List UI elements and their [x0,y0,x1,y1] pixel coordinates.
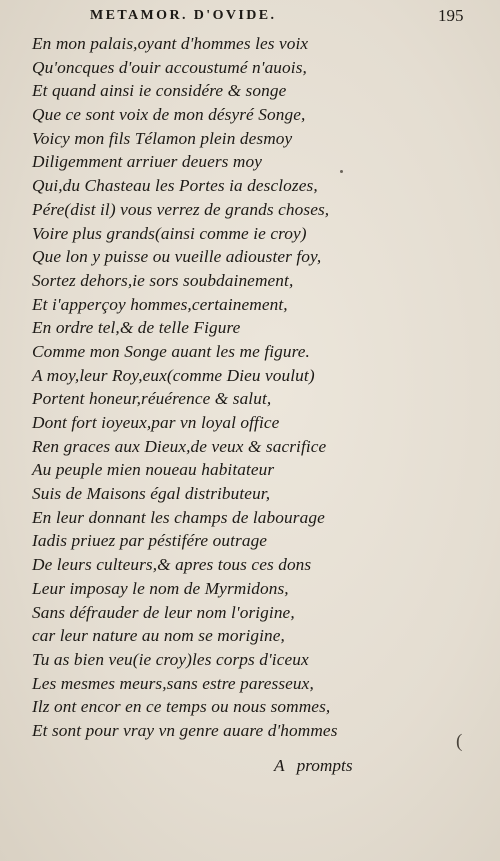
verse-line: Voicy mon fils Télamon plein desmoy [32,128,293,148]
verse-line: Et quand ainsi ie considére & songe [32,81,287,101]
verse-line: En ordre tel,& de telle Figure [32,318,241,338]
verse-line: En mon palais,oyant d'hommes les voix [32,34,309,53]
verse-line: En leur donnant les champs de labourage [32,507,325,527]
verse-block [32,32,472,743]
verse-line: Qu'oncques d'ouir accoustumé n'auois, [32,57,307,77]
verse-line: Sortez dehors,ie sors soubdainement, [32,270,294,290]
verse-line: Que lon y puisse ou vueille adiouster foy, [32,247,322,267]
verse-line: Leur imposay le nom de Myrmidons, [32,578,289,598]
verse-line: De leurs culteurs,& apres tous ces dons [32,555,312,575]
verse-line: car leur nature au nom se morigine, [32,626,285,646]
verse-line: Les mesmes meurs,sans estre paresseux, [32,673,314,693]
page-header [0,6,500,30]
margin-mark: ( [456,731,463,752]
verse-line: Que ce sont voix de mon désyré Songe, [32,105,306,125]
verse-line: Iadis priuez par péstifére outrage [32,531,268,551]
verse-line: Voire plus grands(ainsi comme ie croy) [32,223,307,243]
verse-line: Ilz ont encor en ce temps ou nous sommes, [32,697,331,717]
verse-line: Et i'apperçoy hommes,certainement, [32,294,288,314]
running-title: METAMOR. D'OVIDE. [90,8,277,23]
verse-line: Dont fort ioyeux,par vn loyal office [32,413,280,432]
verse-line: A moy,leur Roy,eux(comme Dieu voulut) [32,365,315,385]
verse-line: Comme mon Songe auant les me figure. [32,341,310,361]
verse-line: Ren graces aux Dieux,de veux & sacrifice [32,436,327,456]
verse-line: Diligemment arriuer deuers moy [32,152,263,172]
verse-line: Sans défrauder de leur nom l'origine, [32,602,295,622]
verse-line: Qui,du Chasteau les Portes ia desclozes, [32,176,318,196]
verse-line: Et sont pour vray vn genre auare d'hommes [32,720,338,740]
verse-line: Portent honeur,réuérence & salut, [32,389,272,409]
verse-line: Suis de Maisons égal distributeur, [32,484,271,504]
verse-line: Pére(dist il) vous verrez de grands choses, [32,199,330,219]
page-number: 195 [438,6,464,25]
ink-speck [340,170,343,173]
verse-line: Tu as bien veu(ie croy)les corps d'iceux [32,649,309,669]
verse-line: Au peuple mien noueau habitateur [32,460,275,480]
catchword: A prompts [274,756,353,775]
